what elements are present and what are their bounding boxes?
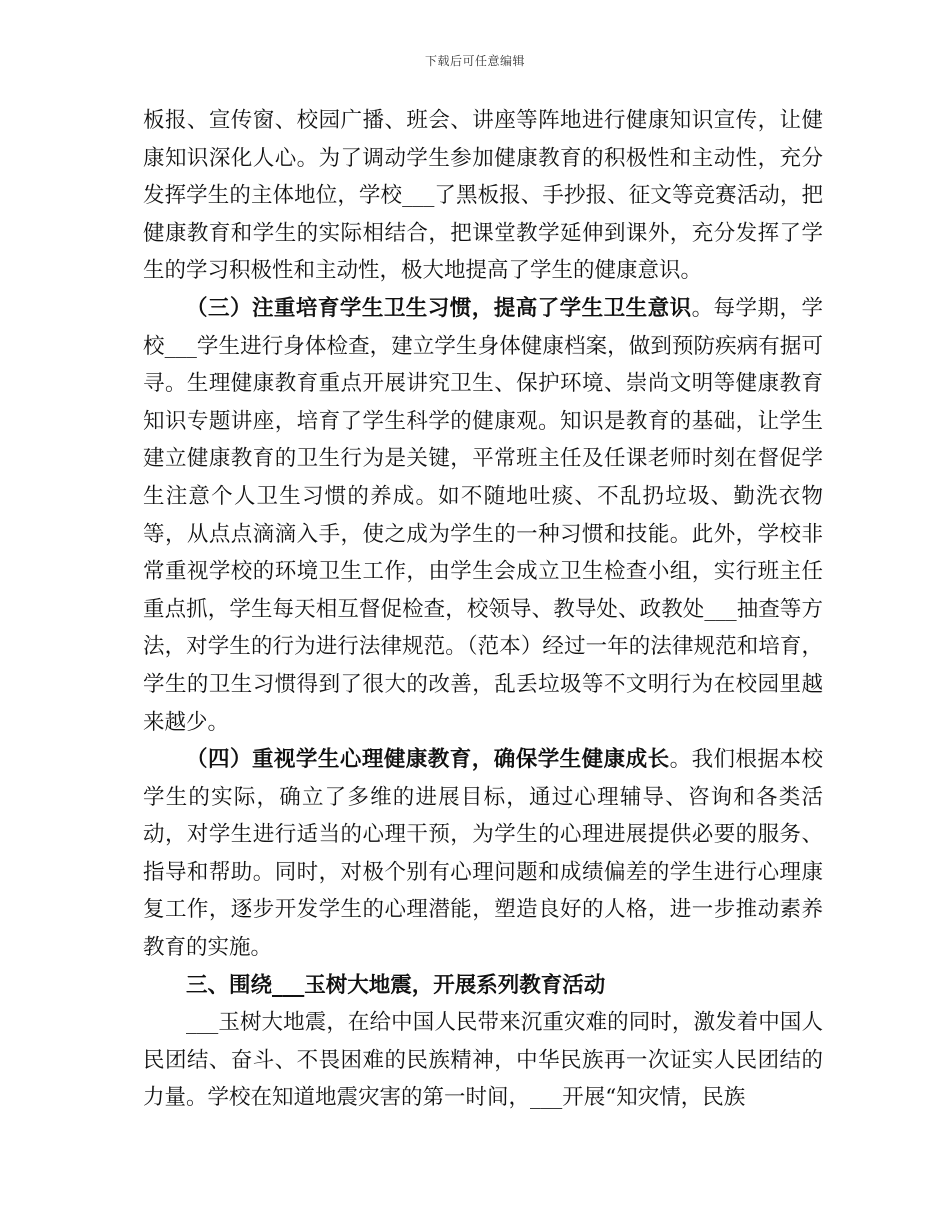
paragraph-3 bbox=[143, 741, 823, 967]
paragraph-4: ___玉树大地震，在给中国人民带来沉重灾难的同时，激发着中国人民团结、奋斗、不畏困难的民族精神，中华民族再一次证实人民团结的力量。学校在知道地震灾害的第一时间，___开展“知灾情，民族 bbox=[143, 1010, 823, 1111]
paragraph-3-body: 。我们根据本校学生的实际，确立了多维的进展目标，通过心理辅导、咨询和各类活动，对学生进行适当的心理干预，为学生的心理进展提供必要的服务、指导和帮助。同时，对极个别有心理问题和成绩偏差的学生进行心理康复工作，逐步开发学生的心理潜能，塑造良好的人格，进一步推动素养教育的实施。 bbox=[143, 747, 823, 961]
document-body bbox=[143, 102, 823, 1117]
paragraph-3-title: （四）重视学生心理健康教育，确保学生健康成长 bbox=[186, 747, 670, 773]
section-heading: 三、围绕___玉树大地震，开展系列教育活动 bbox=[186, 972, 606, 998]
paragraph-2-body: 。每学期，学校___学生进行身体检查，建立学生身体健康档案，做到预防疾病有据可寻。生理健康教育重点开展讲究卫生、保护环境、崇尚文明等健康教育知识专题讲座，培育了学生科学的健康观。知识是教育的基础，让学生建立健康教育的卫生行为是关键，平常班主任及任课老师时刻在督促学生注意个人卫生习惯的养成。如不随地吐痰、不乱扔垃圾、勤洗衣物等，从点点滴滴入手，使之成为学生的一种习惯和技能。此外，学校非常重视学校的环境卫生工作，由学生会成立卫生检查小组，实行班主任重点抓，学生每天相互督促检查，校领导、教导处、政教处___抽查等方法，对学生的行为进行法律规范。（范本）经过一年的法律规范和培育，学生的卫生习惯得到了很大的改善，乱丢垃圾等不文明行为在校园里越来越少。 bbox=[143, 295, 823, 735]
paragraph-2-title: （三）注重培育学生卫生习惯，提高了学生卫生意识 bbox=[186, 295, 692, 321]
paragraph-2 bbox=[143, 290, 823, 741]
page-header: 下载后可任意编辑 bbox=[424, 54, 525, 68]
paragraph-1: 板报、宣传窗、校园广播、班会、讲座等阵地进行健康知识宣传，让健康知识深化人心。为了调动学生参加健康教育的积极性和主动性，充分发挥学生的主体地位，学校___了黑板报、手抄报、征文等竞赛活动，把健康教育和学生的实际相结合，把课堂教学延伸到课外，充分发挥了学生的学习积极性和主动性，极大地提高了学生的健康意识。 bbox=[143, 108, 823, 284]
